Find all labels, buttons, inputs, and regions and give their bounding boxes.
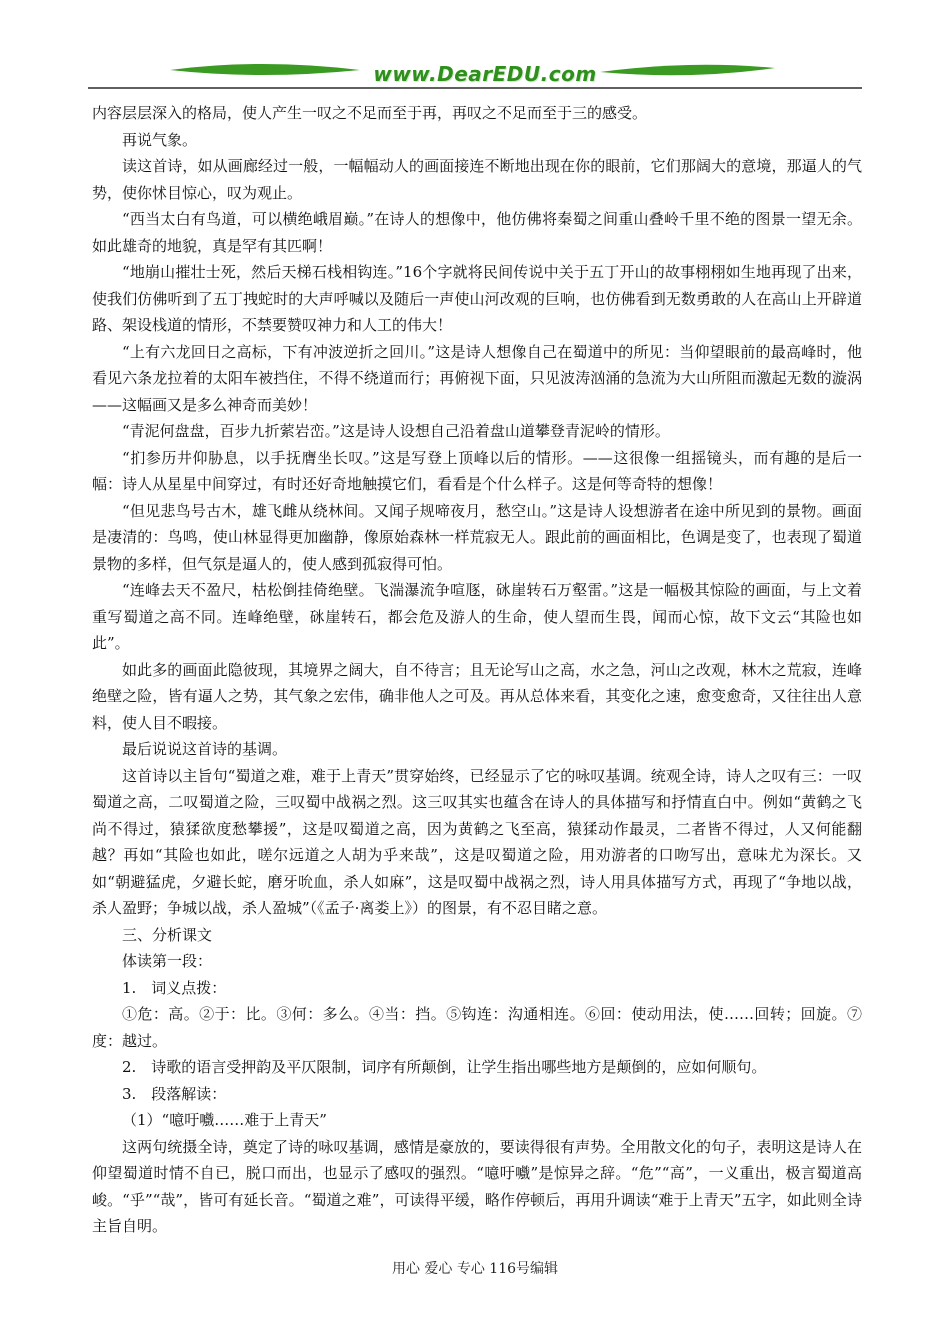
paragraph: 这两句统摄全诗，奠定了诗的咏叹基调，感情是豪放的，要读得很有声势。全用散文化的句子，表明这是诗人在仰望蜀道时情不自已，脱口而出，也显示了感叹的强烈。“噫吁嚱”是惊异之辞。“危”“高”，一义重出，极言蜀道高峻。“乎”“哉”，皆可有延长音。“蜀道之难”，可读得平缓，略作停顿后，再用升调读“难于上青天”五字，如此则全诗主旨自明。 xyxy=(92,1137,862,1235)
site-logo: www.DearEDU.com xyxy=(373,62,597,86)
paragraph: 再说气象。 xyxy=(122,130,198,149)
page-footer: 用心 爱心 专心 116号编辑 xyxy=(391,1261,559,1277)
paragraph: “西当太白有鸟道，可以横绝峨眉巅。”在诗人的想像中，他仿佛将秦蜀之间重山叠岭千里不绝的图景一望无余。如此雄奇的地貌，真是罕有其匹啊！ xyxy=(92,210,862,255)
paragraph: （1）“噫吁嚱……难于上青天” xyxy=(122,1111,327,1129)
paragraph: ①危：高。②于：比。③何：多么。④当：挡。⑤钩连：沟通相连。⑥回：使动用法，使……回转；回旋。⑦度：越过。 xyxy=(92,1005,862,1050)
document-body xyxy=(92,100,862,1240)
paragraph: “但见悲鸟号古木，雄飞雌从绕林间。又闻子规啼夜月，愁空山。”这是诗人设想游者在途中所见到的景物。画面是凄清的：鸟鸣，使山林显得更加幽静，像原始森林一样荒寂无人。跟此前的画面相比，色调是变了，也表现了蜀道景物的多样，但气氛是逼人的，使人感到孤寂得可怕。 xyxy=(92,501,862,573)
right-swoosh xyxy=(600,65,775,75)
paragraph: “扪参历井仰胁息，以手抚膺坐长叹。”这是写登上顶峰以后的情形。——这很像一组摇镜头，而有趣的是后一幅：诗人从星星中间穿过，有时还好奇地触摸它们，看看是个什么样子。这是何等奇特的想像！ xyxy=(92,448,862,493)
paragraph: 1. 词义点拨： xyxy=(122,978,227,997)
paragraph: 3. 段落解读： xyxy=(122,1084,227,1103)
paragraph: 内容层层深入的格局，使人产生一叹之不足而至于再，再叹之不足而至于三的感受。 xyxy=(92,104,648,122)
paragraph: 三、分析课文 xyxy=(122,925,213,944)
paragraph: 读这首诗，如从画廊经过一般，一幅幅动人的画面接连不断地出现在你的眼前，它们那阔大的意境，那逼人的气势，使你怵目惊心，叹为观止。 xyxy=(92,157,862,202)
paragraph: “上有六龙回日之高标，下有冲波逆折之回川。”这是诗人想像自己在蜀道中的所见：当仰望眼前的最高峰时，他看见六条龙拉着的太阳车被挡住，不得不绕道而行；再俯视下面，只见波涛汹涌的急流为大山所阻而激起无数的漩涡——这幅画又是多么神奇而美妙！ xyxy=(92,342,862,414)
paragraph: 这首诗以主旨句“蜀道之难，难于上青天”贯穿始终，已经显示了它的咏叹基调。统观全诗，诗人之叹有三：一叹蜀道之高，二叹蜀道之险，三叹蜀中战祸之烈。这三叹其实也蕴含在诗人的具体描写和抒情直白中。例如“黄鹤之飞尚不得过，猿猱欲度愁攀援”，这是叹蜀道之高，因为黄鹤之飞至高，猿猱动作最灵，二者皆不得过，人又何能翻越？再如“其险也如此，嗟尔远道之人胡为乎来哉”，这是叹蜀道之险，用劝游者的口吻写出，意味尤为深长。又如“朝避猛虎，夕避长蛇，磨牙吮血，杀人如麻”，这是叹蜀中战祸之烈，诗人用具体描写方式，再现了“争地以战，杀人盈野；争城以战，杀人盈城”（《孟子·离娄上》）的图景，有不忍目睹之意。 xyxy=(92,766,862,917)
paragraph: “地崩山摧壮士死，然后天梯石栈相钩连。”16个字就将民间传说中关于五丁开山的故事栩栩如生地再现了出来，使我们仿佛听到了五丁拽蛇时的大声呼喊以及随后一声使山河改观的巨响，也仿佛看到无数勇敢的人在高山上开辟道路、架设栈道的情形，不禁要赞叹神力和人工的伟大！ xyxy=(92,263,862,334)
left-swoosh xyxy=(170,64,360,75)
page-header xyxy=(0,0,950,100)
paragraph: “青泥何盘盘，百步九折萦岩峦。”这是诗人设想自己沿着盘山道攀登青泥岭的情形。 xyxy=(122,422,670,440)
paragraph: 如此多的画面此隐彼现，其境界之阔大，自不待言；且无论写山之高，水之急，河山之改观，林木之荒寂，连峰绝壁之险，皆有逼人之势，其气象之宏伟，确非他人之可及。再从总体来看，其变化之速，愈变愈奇，又往往出人意料，使人目不暇接。 xyxy=(92,660,862,732)
paragraph: 2. 诗歌的语言受押韵及平仄限制，词序有所颠倒，让学生指出哪些地方是颠倒的，应如何顺句。 xyxy=(122,1058,767,1076)
paragraph: 体读第一段： xyxy=(122,952,213,970)
paragraph: 最后说说这首诗的基调。 xyxy=(122,740,288,758)
paragraph: “连峰去天不盈尺，枯松倒挂倚绝壁。飞湍瀑流争喧豗，砯崖转石万壑雷。”这是一幅极其惊险的画面，与上文着重写蜀道之高不同。连峰绝壁，砯崖转石，都会危及游人的生命，使人望而生畏，闻而心惊，故下文云“其险也如此”。 xyxy=(92,581,862,652)
